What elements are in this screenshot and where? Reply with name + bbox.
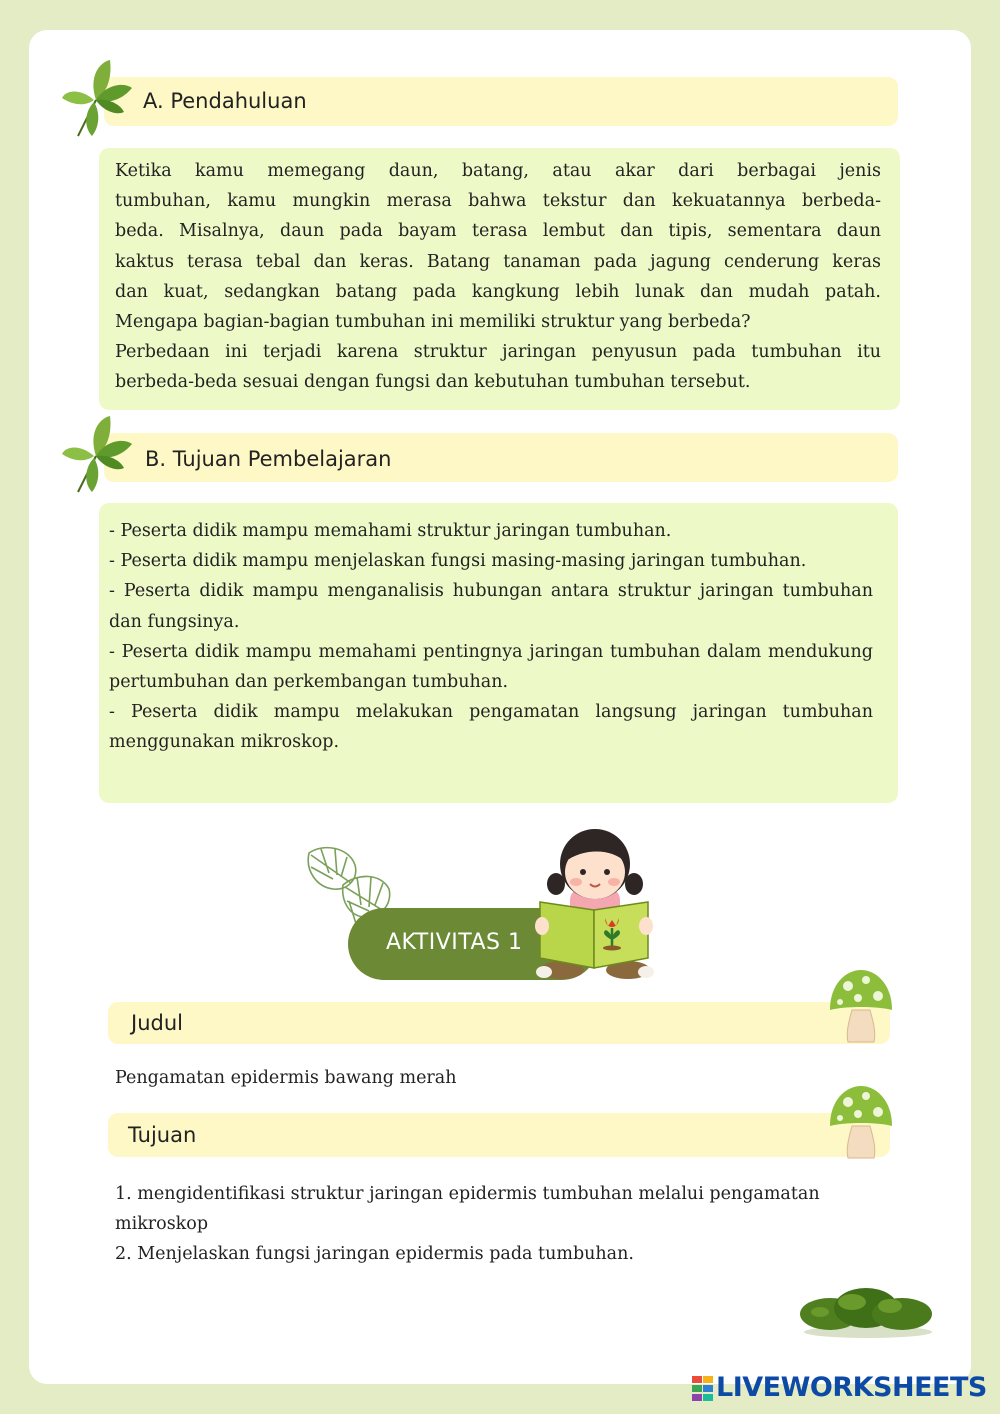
paragraph-line: dan kuat, sedangkan batang pada kangkung lebih lunak dan mudah patah. [115,281,881,302]
tujuan-title: Tujuan [128,1123,197,1147]
moss-icon [796,1282,938,1340]
paragraph-line: Mengapa bagian-bagian tumbuhan ini memiliki struktur yang berbeda? [115,312,751,333]
leaf-icon [58,412,136,498]
girl-reading-icon [532,822,656,982]
leaf-icon [58,56,136,142]
tujuan-line: 2. Menjelaskan fungsi jaringan epidermis pada tumbuhan. [115,1244,634,1264]
tujuan-header [108,1113,890,1157]
paragraph-line: Perbedaan ini terjadi karena struktur jaringan penyusun pada tumbuhan itu [115,342,881,363]
paragraph-line: tumbuhan, kamu mungkin merasa bahwa tekstur dan kekuatannya berbeda- [115,191,881,212]
activity-label: AKTIVITAS 1 [386,930,523,955]
section-a-title: A. Pendahuluan [143,89,307,113]
judul-title: Judul [131,1011,183,1035]
section-a-body [99,148,900,410]
section-b-body [99,503,898,803]
mushroom-icon [828,966,894,1044]
mushroom-icon [828,1082,894,1160]
objective-item: - Peserta didik mampu memahami pentingnya jaringan tumbuhan dalam mendukung pertumbuhan dan perkembangan tumbuhan. [109,641,873,693]
liveworksheets-logo-icon [692,1376,714,1402]
paragraph-line: berbeda-beda sesuai dengan fungsi dan kebutuhan tumbuhan tersebut. [115,372,751,393]
objective-item: - Peserta didik mampu melakukan pengamatan langsung jaringan tumbuhan menggunakan mikroskop. [109,702,873,753]
judul-header [108,1002,890,1044]
section-b-title: B. Tujuan Pembelajaran [145,447,392,471]
tujuan-list [115,1179,905,1269]
objective-item: - Peserta didik mampu menjelaskan fungsi masing-masing jaringan tumbuhan. [109,551,807,572]
judul-text: Pengamatan epidermis bawang merah [115,1068,457,1088]
paragraph-line: Ketika kamu memegang daun, batang, atau akar dari berbagai jenis [115,161,881,181]
tujuan-line: 1. mengidentifikasi struktur jaringan epidermis tumbuhan melalui pengamatan [115,1184,820,1204]
tujuan-line: mikroskop [115,1214,209,1234]
objective-item: - Peserta didik mampu memahami struktur jaringan tumbuhan. [109,521,672,541]
paragraph-line: kaktus terasa tebal dan keras. Batang tanaman pada jagung cenderung keras [115,251,881,272]
objective-item: - Peserta didik mampu menganalisis hubungan antara struktur jaringan tumbuhan dan fungsinya. [109,581,873,632]
paragraph-line: beda. Misalnya, daun pada bayam terasa lembut dan tipis, sementara daun [115,221,881,242]
brand-name[interactable]: LIVEWORKSHEETS [716,1372,987,1403]
